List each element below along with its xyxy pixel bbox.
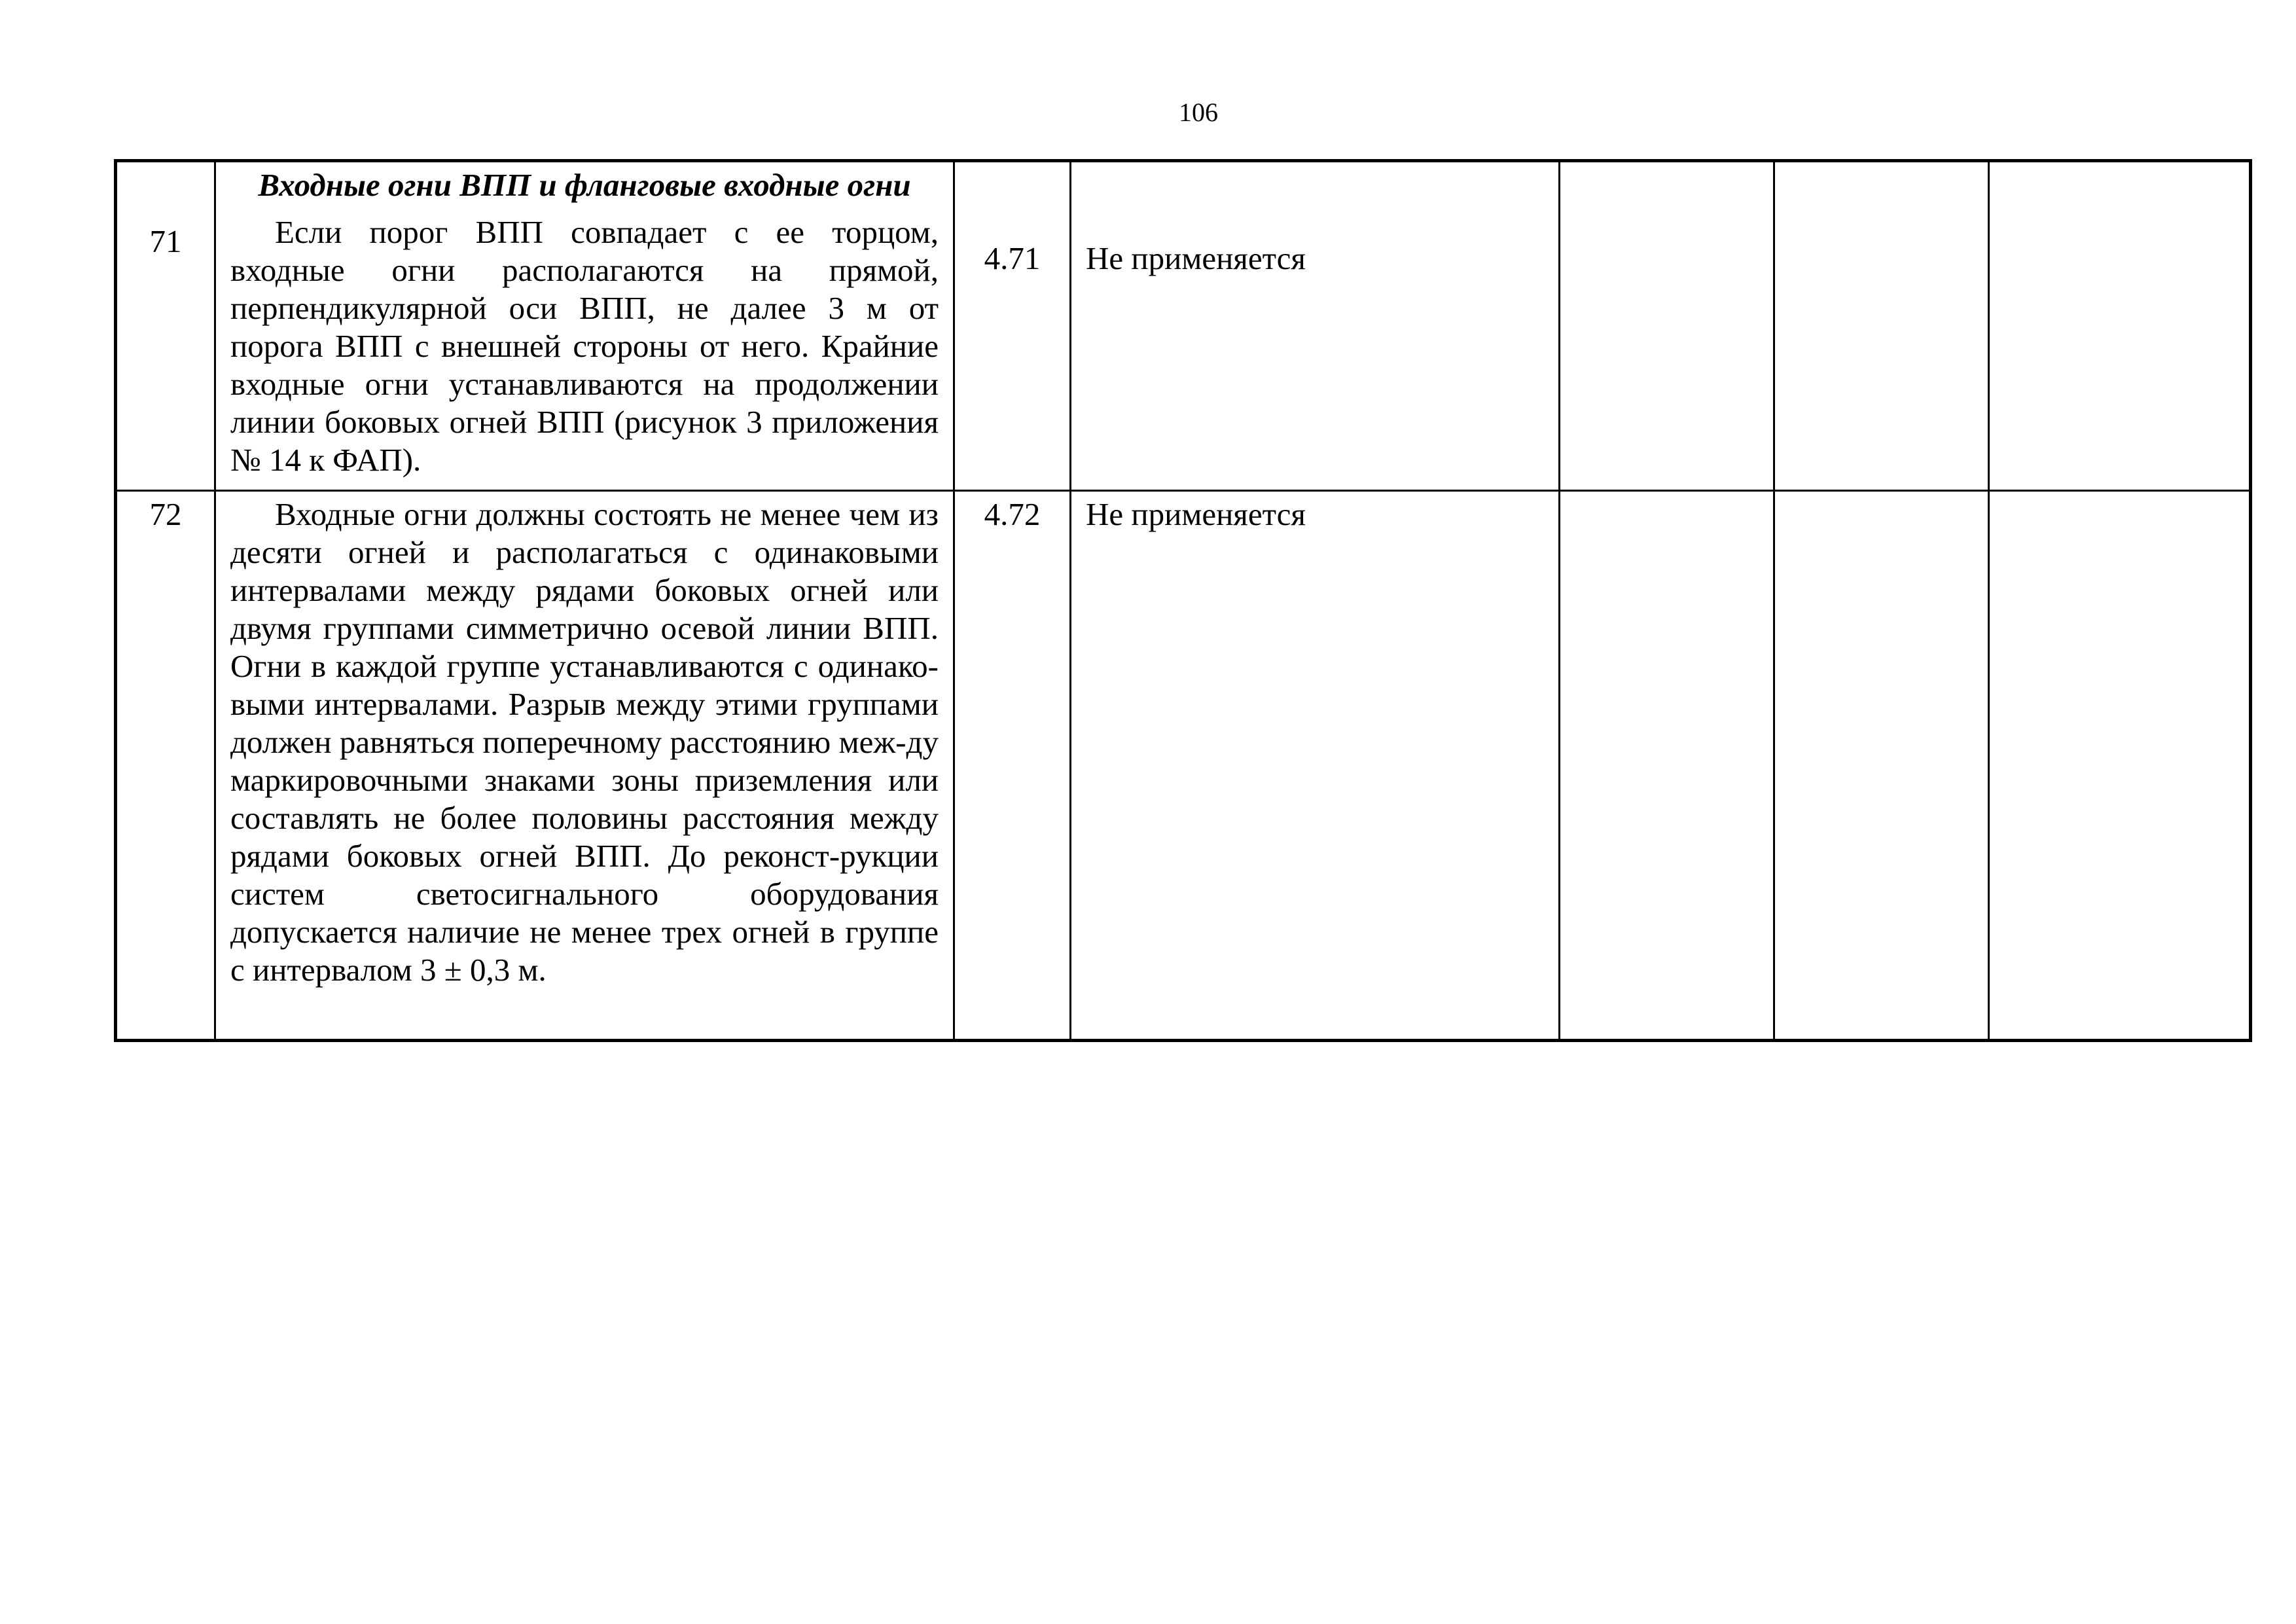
requirement-text: Входные огни должны состоять не менее чем из десяти огней и располагаться с одинаковыми интервалами между рядами боковых огней или двумя группами симметрично осевой линии ВПП. Огни в каждой группе устанавливаются с одинако-выми интервалами. Разрыв между этими группами должен равняться поперечному расстоянию меж-ду маркировочными знаками зоны приземления или составлять не более половины расстояния между рядами боковых огней ВПП. До реконст-рукции систем светосигнального оборудования допускается наличие не менее трех огней в группе с интервалом 3 ± 0,3 м.: [230, 496, 939, 988]
reference-cell: 4.71: [954, 161, 1071, 491]
row-number-cell: 72: [116, 491, 215, 1041]
empty-cell: [1560, 491, 1774, 1041]
status-cell: Не применяется: [1071, 161, 1560, 491]
empty-cell: [1989, 161, 2251, 491]
requirement-text-cell: [215, 161, 954, 491]
table-row: [116, 491, 2251, 1041]
empty-cell: [1774, 491, 1989, 1041]
reference-cell: 4.72: [954, 491, 1071, 1041]
requirement-text-cell: [215, 491, 954, 1041]
table-row: [116, 161, 2251, 491]
section-heading: Входные огни ВПП и фланговые входные огни: [258, 167, 911, 203]
requirement-text: Если порог ВПП совпадает с ее торцом, входные огни располагаются на прямой, перпендикулярной оси ВПП, не далее 3 м от порога ВПП с внешней стороны от него. Крайние входные огни устанавливаются на продолжении линии боковых огней ВПП (рисунок 3 приложения № 14 к ФАП).: [230, 214, 939, 478]
empty-cell: [1560, 161, 1774, 491]
page-number: 106: [1179, 98, 1218, 127]
requirements-table: [114, 159, 2252, 1042]
empty-cell: [1989, 491, 2251, 1041]
empty-cell: [1774, 161, 1989, 491]
status-cell: Не применяется: [1071, 491, 1560, 1041]
row-number-cell: 71: [116, 161, 215, 491]
